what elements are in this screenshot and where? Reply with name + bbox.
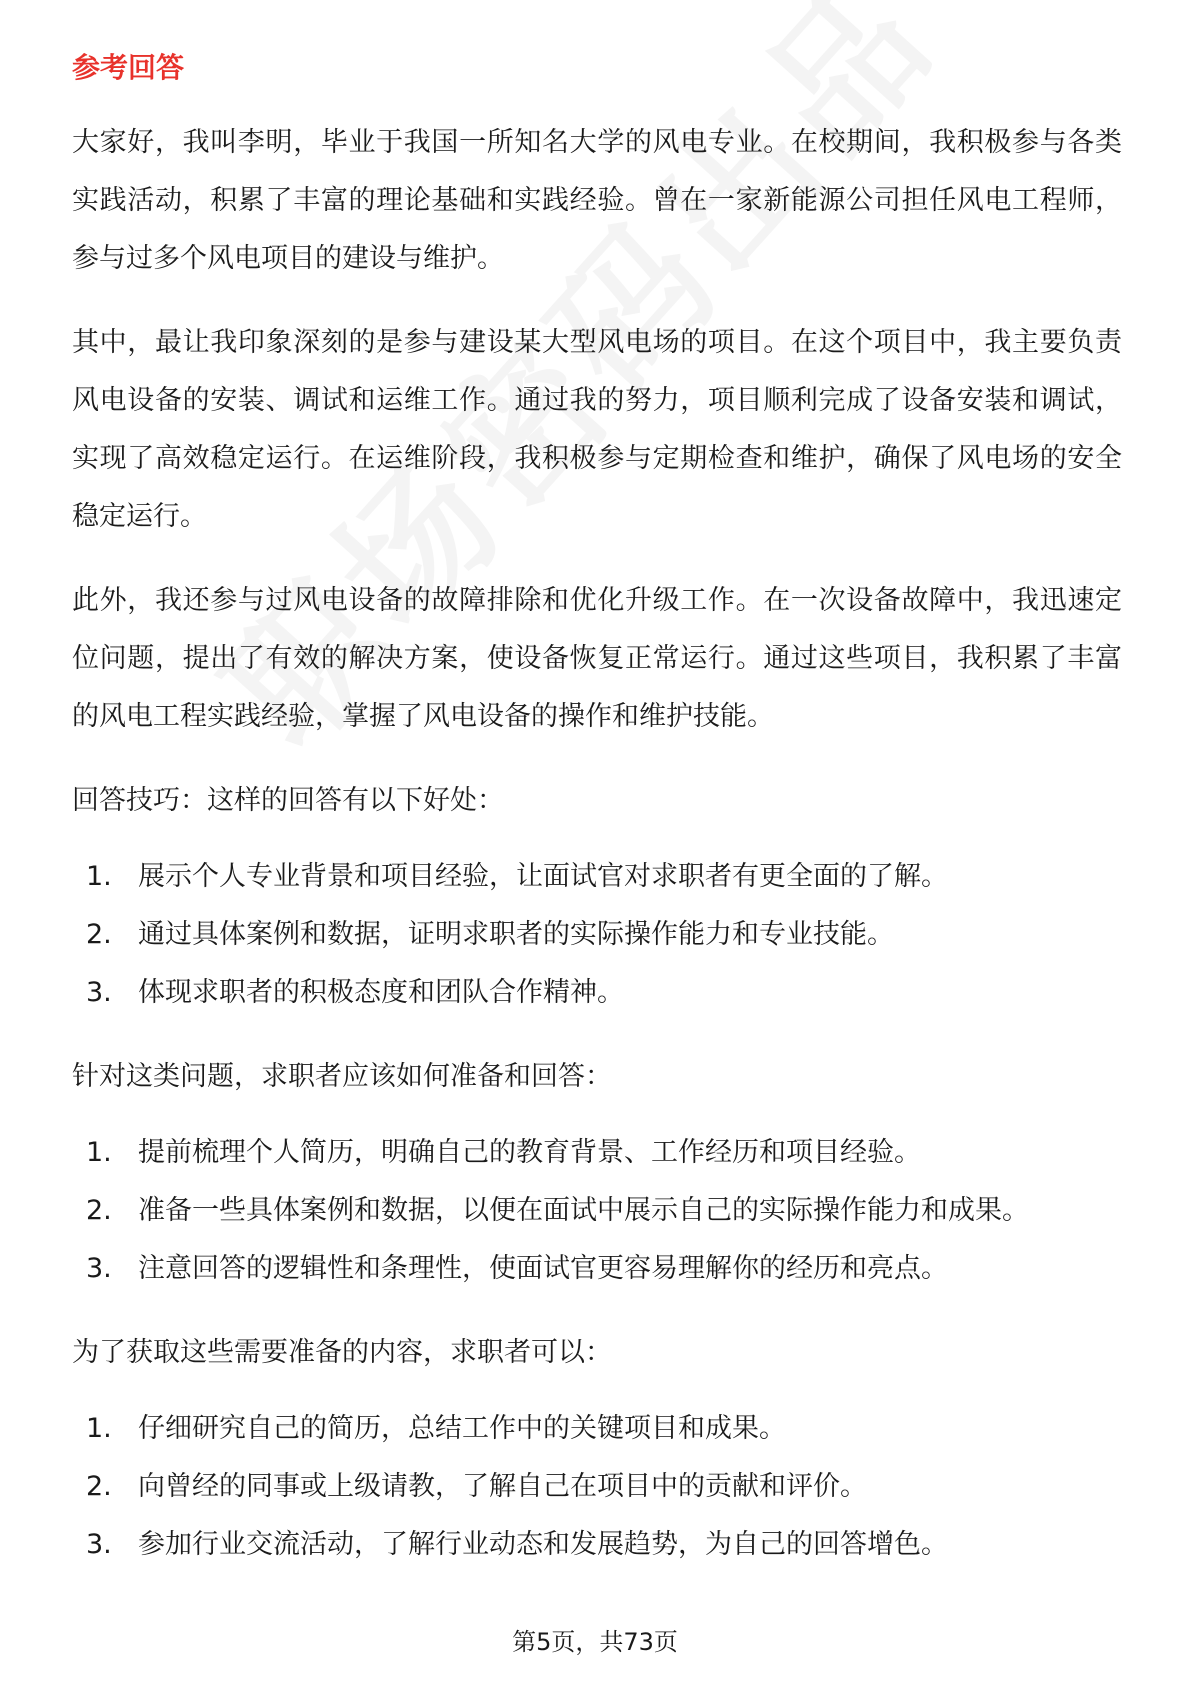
- prepare-list: [72, 1124, 1122, 1298]
- list-text: 展示个人专业背景和项目经验，让面试官对求职者有更全面的了解。: [138, 861, 948, 892]
- list-text: 注意回答的逻辑性和条理性，使面试官更容易理解你的经历和亮点。: [138, 1253, 948, 1284]
- list-number: 2.: [86, 919, 112, 950]
- list-number: 3.: [86, 1253, 112, 1284]
- list-text: 准备一些具体案例和数据，以便在面试中展示自己的实际操作能力和成果。: [138, 1195, 1029, 1226]
- list-number: 2.: [86, 1471, 112, 1502]
- list-item: [72, 1458, 1122, 1516]
- answer-paragraph-1: 大家好，我叫李明，毕业于我国一所知名大学的风电专业。在校期间，我积极参与各类实践活动，积累了丰富的理论基础和实践经验。曾在一家新能源公司担任风电工程师，参与过多个风电项目的建设与维护。: [72, 127, 1122, 274]
- page-indicator: 第5页，共73页: [512, 1628, 678, 1656]
- answer-paragraph-3: 此外，我还参与过风电设备的故障排除和优化升级工作。在一次设备故障中，我迅速定位问题，提出了有效的解决方案，使设备恢复正常运行。通过这些项目，我积累了丰富的风电工程实践经验，掌握了风电设备的操作和维护技能。: [72, 585, 1122, 732]
- obtain-list: [72, 1400, 1122, 1574]
- prepare-intro: 针对这类问题，求职者应该如何准备和回答：: [72, 1061, 612, 1092]
- list-text: 仔细研究自己的简历，总结工作中的关键项目和成果。: [138, 1413, 786, 1444]
- list-item: [72, 1240, 1122, 1298]
- list-item: [72, 906, 1122, 964]
- list-item: [72, 1400, 1122, 1458]
- document-body: [72, 48, 1122, 1600]
- list-item: [72, 848, 1122, 906]
- list-number: 2.: [86, 1195, 112, 1226]
- list-item: [72, 1124, 1122, 1182]
- tips-intro: 回答技巧：这样的回答有以下好处：: [72, 785, 504, 816]
- list-number: 1.: [86, 861, 112, 892]
- list-text: 提前梳理个人简历，明确自己的教育背景、工作经历和项目经验。: [138, 1137, 921, 1168]
- list-item: [72, 1182, 1122, 1240]
- list-number: 3.: [86, 1529, 112, 1560]
- section-title: 参考回答: [72, 51, 185, 84]
- list-text: 参加行业交流活动，了解行业动态和发展趋势，为自己的回答增色。: [138, 1529, 948, 1560]
- answer-paragraph-2: 其中，最让我印象深刻的是参与建设某大型风电场的项目。在这个项目中，我主要负责风电设备的安装、调试和运维工作。通过我的努力，项目顺利完成了设备安装和调试，实现了高效稳定运行。在运维阶段，我积极参与定期检查和维护，确保了风电场的安全稳定运行。: [72, 327, 1122, 532]
- obtain-intro: 为了获取这些需要准备的内容，求职者可以：: [72, 1337, 612, 1368]
- list-text: 向曾经的同事或上级请教，了解自己在项目中的贡献和评价。: [138, 1471, 867, 1502]
- list-number: 1.: [86, 1137, 112, 1168]
- list-number: 1.: [86, 1413, 112, 1444]
- list-item: [72, 964, 1122, 1022]
- list-number: 3.: [86, 977, 112, 1008]
- list-item: [72, 1516, 1122, 1574]
- list-text: 体现求职者的积极态度和团队合作精神。: [138, 977, 624, 1008]
- tips-list: [72, 848, 1122, 1022]
- list-text: 通过具体案例和数据，证明求职者的实际操作能力和专业技能。: [138, 919, 894, 950]
